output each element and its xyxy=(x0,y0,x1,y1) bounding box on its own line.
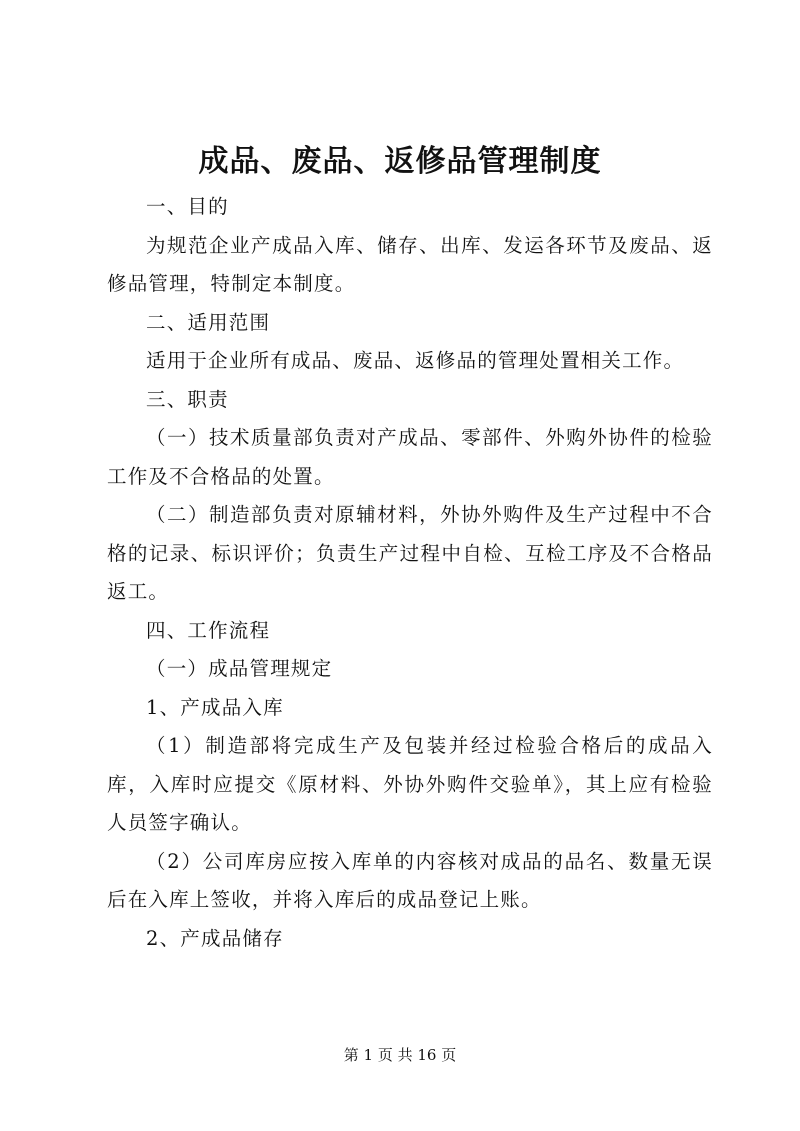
section-heading-purpose: 一、目的 xyxy=(146,195,229,218)
section-heading-responsibilities: 三、职责 xyxy=(146,387,229,411)
item-heading-warehousing: 1、产成品入库 xyxy=(146,695,284,719)
paragraph-scope: 适用于企业所有成品、废品、返修品的管理处置相关工作。 xyxy=(146,349,685,372)
paragraph-responsibility-manufacturing: （二）制造部负责对原辅材料，外协外购件及生产过程中不合格的记录、标识评价；负责生产过程中自检、互检工序及不合格品返工。 xyxy=(107,503,713,603)
paragraph-responsibility-quality: （一）技术质量部负责对产成品、零部件、外购外协件的检验工作及不合格品的处置。 xyxy=(107,426,713,488)
document-title: 成品、废品、返修品管理制度 xyxy=(198,144,602,179)
paragraph-purpose: 为规范企业产成品入库、储存、出库、发运各环节及废品、返修品管理，特制定本制度。 xyxy=(107,233,713,295)
section-heading-workflow: 四、工作流程 xyxy=(146,618,271,642)
item-heading-storage: 2、产成品储存 xyxy=(146,926,284,950)
page-footer: 第 1 页 共 16 页 xyxy=(343,1046,457,1064)
subsection-heading-product-management: （一）成品管理规定 xyxy=(146,657,333,680)
section-heading-scope: 二、适用范围 xyxy=(146,310,271,334)
document-body xyxy=(107,188,713,958)
paragraph-warehousing-1: （1）制造部将完成生产及包装并经过检验合格后的成品入库，入库时应提交《原材料、外协外购件交验单》，其上应有检验人员签字确认。 xyxy=(107,734,713,834)
paragraph-warehousing-2: （2）公司库房应按入库单的内容核对成品的品名、数量无误后在入库上签收，并将入库后的成品登记上账。 xyxy=(107,849,713,911)
